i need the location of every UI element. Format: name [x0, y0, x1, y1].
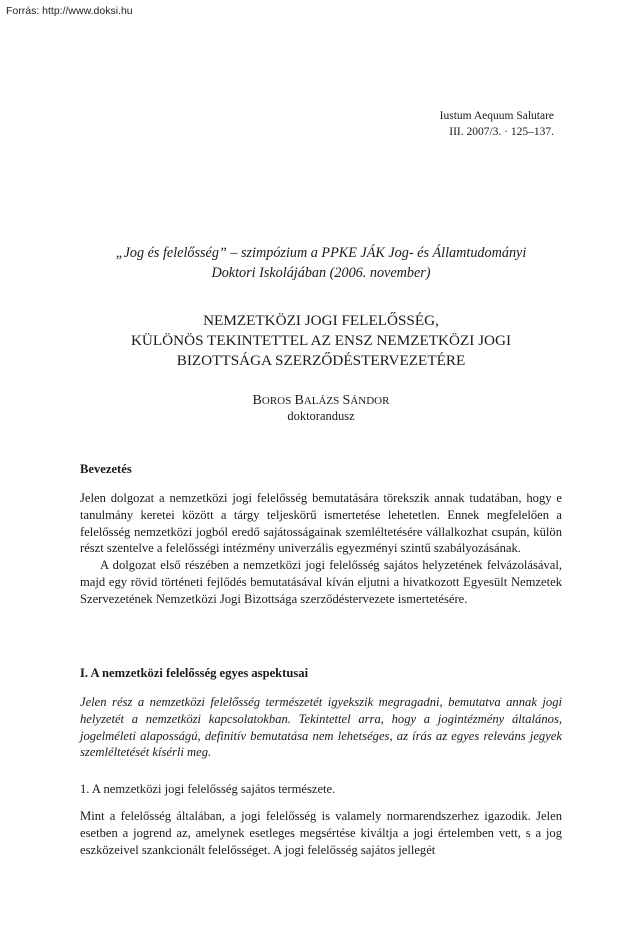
symposium-line-1: „Jog és felelősség” – szimpózium a PPKE JÁK Jog- és Államtudományi — [115, 245, 527, 261]
source-note: Forrás: http://www.doksi.hu — [6, 5, 133, 17]
section-heading: I. A nemzetközi felelősség egyes aspektusai — [80, 666, 309, 680]
section-abstract: Jelen rész a nemzetközi felelősség természetét igyekszik megragadni, bemutatva annak jogi helyzetét a nemzetközi kapcsolatokban. Tekintettel arra, hogy a jogintézmény általános, jogelméleti alaposságú, definitív bemutatása nem lehetséges, az írás az egyes releváns jegyek szemléltetését kísérli meg. — [80, 695, 562, 760]
journal-issue: III. 2007/3. · 125–137. — [449, 126, 554, 138]
section-paragraph: Mint a felelősség általában, a jogi felelősség is valamely normarendszerhez igazodik. Jelen esetben a jogrend az, amelynek esetleges megsértése kiváltja a jogi értelemben vett, s a jog eszközeivel szankcionált felelősséget. A jogi felelősség sajátos jellegét — [80, 809, 562, 857]
journal-name: Iustum Aequum Salutare — [439, 110, 554, 122]
title-line-2: KÜLÖNÖS TEKINTETTEL AZ ENSZ NEMZETKÖZI JOGI — [130, 332, 512, 349]
title-line-3: BIZOTTSÁGA SZERZŐDÉSTERVEZETÉRE — [176, 352, 466, 369]
symposium-note — [80, 243, 562, 283]
author-role: doktorandusz — [287, 409, 355, 423]
symposium-line-2: Doktori Iskolájában (2006. november) — [211, 265, 431, 281]
journal-reference — [440, 108, 554, 140]
intro-text — [80, 490, 562, 608]
intro-paragraph-2: A dolgozat első részében a nemzetközi jogi felelősség sajátos helyzetének felvázolásával, majd egy rövid történeti fejlődés bemutatásával kíván eljutni a hivatkozott Egyesült Nemzetek Szervezetének Nemzetközi Jogi Bizottsága szerződéstervezete ismertetésére. — [80, 558, 562, 606]
subsection-heading: 1. A nemzetközi jogi felelősség sajátos természete. — [80, 782, 336, 796]
intro-heading: Bevezetés — [80, 462, 132, 476]
article-title — [80, 311, 562, 371]
intro-paragraph-1: Jelen dolgozat a nemzetközi jogi felelősség bemutatására törekszik annak tudatában, hogy e tanulmány keretei között a tárgy teljeskörű ismertetése lehetetlen. Ennek megfelelően a felelősség nemzetközi jogból eredő sajátosságainak szemléltetésére vállalkozhat csupán, külön részt szentelve a felelősségi intézmény univerzális egyezményi szintű szabályozásának. — [80, 491, 562, 556]
author-name-text: BOROS BALÁZS SÁNDOR — [252, 393, 390, 408]
title-line-1: NEMZETKÖZI JOGI FELELŐSSÉG, — [203, 312, 439, 329]
author-name — [80, 391, 562, 410]
